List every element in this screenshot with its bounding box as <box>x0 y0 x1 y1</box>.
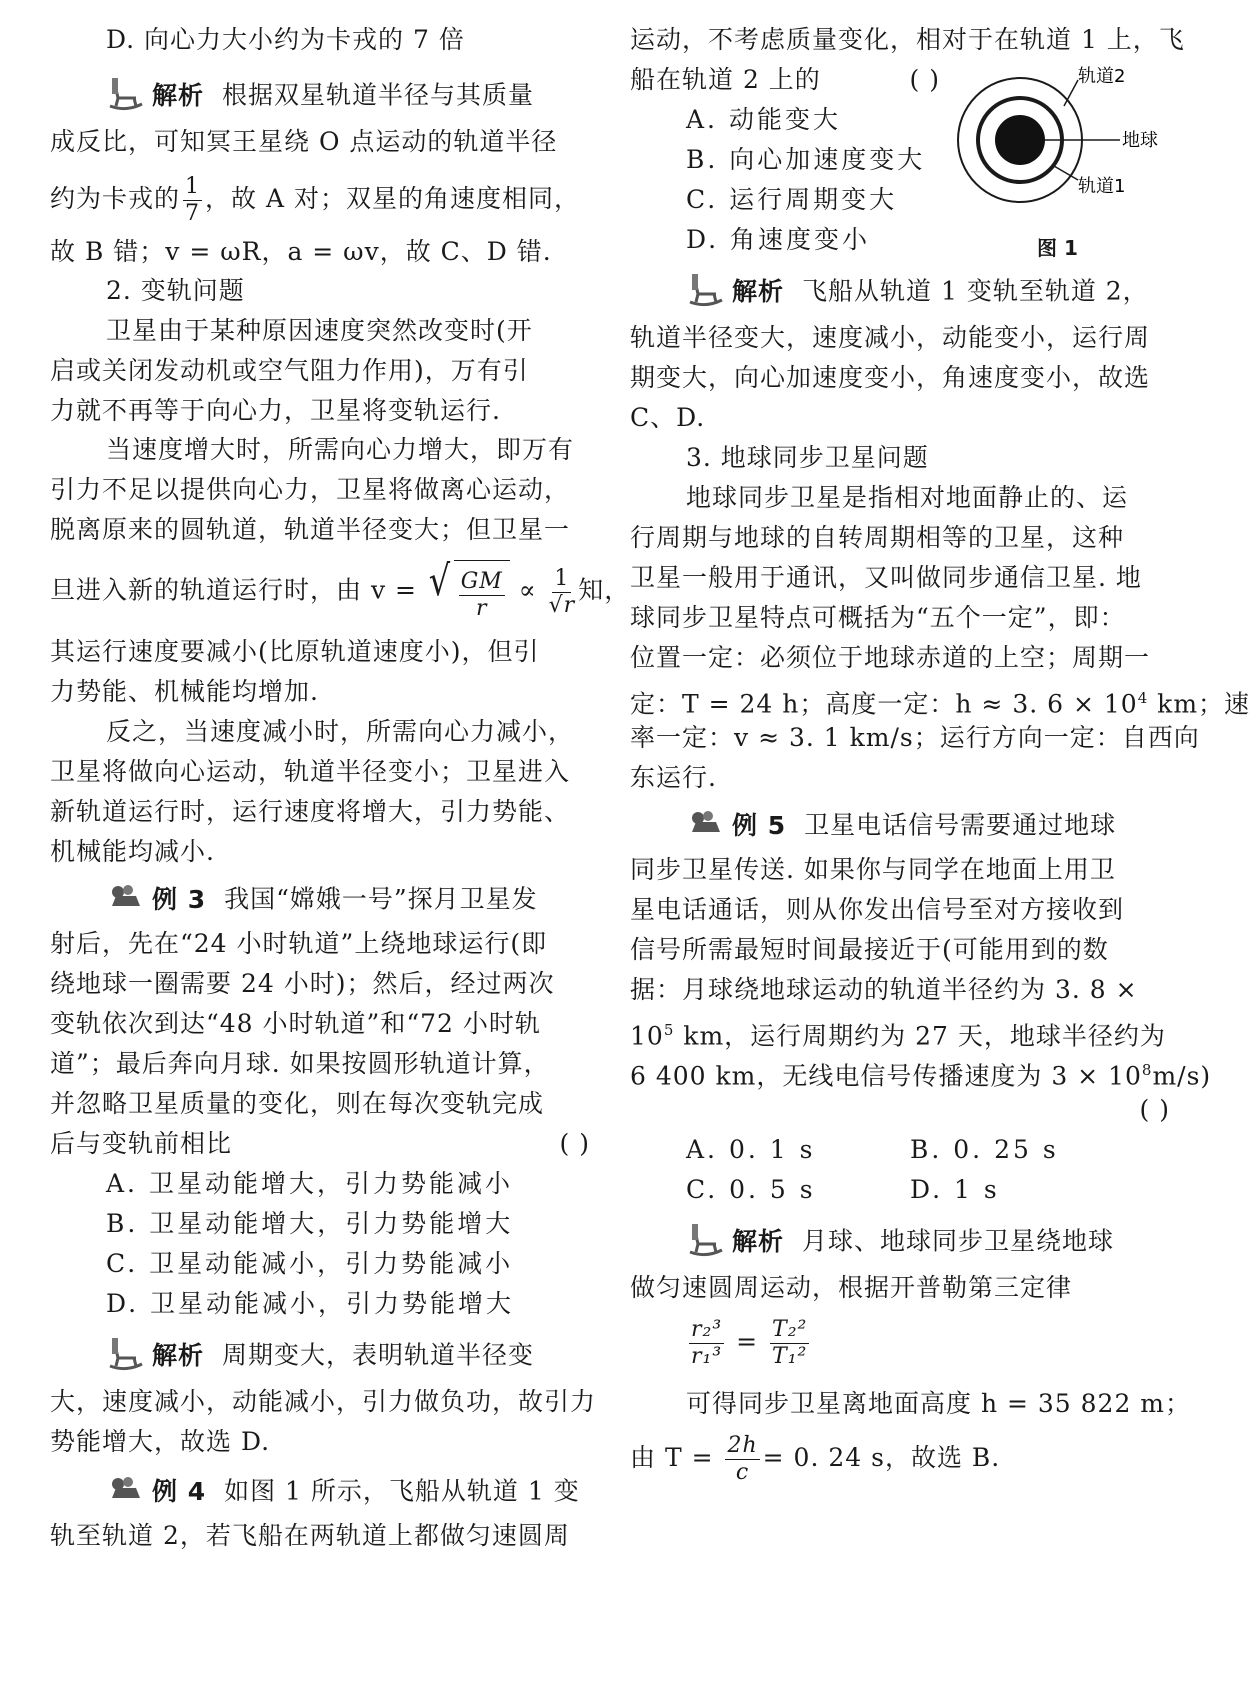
rocking-chair-icon <box>686 272 726 314</box>
text-line: 卫星将做向心运动，轨道半径变小；卫星进入 <box>50 757 571 786</box>
text-span: ，故 A 对；双星的角速度相同， <box>205 184 580 213</box>
text-span: 船在轨道 2 上的 <box>630 65 821 94</box>
text-line: 成反比，可知冥王星绕 O 点运动的轨道半径 <box>50 127 558 156</box>
text-line: C、D. <box>630 403 706 432</box>
text-span: 知， <box>578 575 631 605</box>
fraction <box>548 565 576 618</box>
text-span: 卫星电话信号需要通过地球 <box>804 810 1117 840</box>
text-line: 射后，先在“24 小时轨道”上绕地球运行(即 <box>50 929 548 958</box>
answer-blank: ( ) <box>559 1129 590 1158</box>
text-line: 变轨依次到达“48 小时轨道”和“72 小时轨 <box>50 1009 541 1038</box>
text-line: 地球同步卫星是指相对地面静止的、运 <box>686 483 1129 512</box>
text-line: 故 B 错；v = ωR，a = ωv，故 C、D 错. <box>50 237 552 266</box>
fraction-denominator: r₁³ <box>691 1344 723 1369</box>
text-line: 可得同步卫星离地面高度 h = 35 822 m； <box>686 1389 1192 1418</box>
text-line-formula <box>630 1428 1000 1488</box>
analysis-text: 根据双星轨道半径与其质量 <box>222 80 535 110</box>
fraction-numerator: 1 <box>554 565 570 591</box>
fraction <box>770 1319 809 1368</box>
option-d: D. 1 s <box>910 1175 1000 1204</box>
earth-disc <box>995 115 1045 165</box>
text-line: 力就不再等于向心力，卫星将变轨运行. <box>50 396 501 425</box>
flower-icon <box>106 1474 146 1512</box>
fraction <box>725 1435 759 1484</box>
option-a: A. 卫星动能增大，引力势能减小 <box>106 1169 513 1198</box>
rocking-chair-icon <box>686 1222 726 1264</box>
text-span: 约为卡戎的 <box>50 184 181 213</box>
flower-icon <box>106 882 146 920</box>
fraction <box>183 176 202 225</box>
text-line: 球同步卫星特点可概括为“五个一定”，即： <box>630 603 1126 632</box>
text-line: 绕地球一圈需要 24 小时)；然后，经过两次 <box>50 969 555 998</box>
kepler-formula <box>686 1312 812 1372</box>
text-span: 周期变大，表明轨道半径变 <box>222 1340 535 1370</box>
option-a: A. 动能变大 <box>686 105 841 134</box>
option-b: B. 0. 25 s <box>910 1135 1059 1164</box>
option-d: D. 角速度变小 <box>686 225 871 254</box>
text-line <box>630 682 1250 720</box>
text-span: km；速 <box>1148 689 1250 719</box>
text-line: 率一定：v ≈ 3. 1 km/s；运行方向一定：自西向 <box>630 723 1200 752</box>
text-line: 做匀速圆周运动，根据开普勒第三定律 <box>630 1273 1073 1302</box>
orbit-2-leader <box>1064 80 1078 106</box>
option-c: C. 运行周期变大 <box>686 185 898 214</box>
example-3-header <box>106 882 538 920</box>
text-span: 后与变轨前相比 <box>50 1129 233 1158</box>
text-line: 引力不足以提供向心力，卫星将做离心运动， <box>50 475 571 504</box>
fraction-denominator: r <box>475 596 488 621</box>
option-b: B. 卫星动能增大，引力势能增大 <box>106 1209 514 1238</box>
text-span: 由 T = <box>630 1443 714 1472</box>
example-4-header <box>106 1474 580 1512</box>
orbit-1-label: 轨道1 <box>1078 176 1126 197</box>
text-line: 轨道半径变大，速度减小，动能变小，运行周 <box>630 323 1151 352</box>
exponent: 5 <box>663 1021 675 1039</box>
fraction <box>689 1319 724 1368</box>
text-line: 期变大，向心加速度变小，角速度变小，故选 <box>630 363 1151 392</box>
earth-label: 地球 <box>1122 130 1158 151</box>
example-5-header <box>686 808 1116 846</box>
text-line: 并忽略卫星质量的变化，则在每次变轨完成 <box>50 1089 545 1118</box>
option-d: D. 卫星动能减小，引力势能增大 <box>106 1289 515 1318</box>
fraction <box>459 571 505 620</box>
example-label: 例 5 <box>732 810 787 840</box>
analysis-line <box>686 272 1149 314</box>
text-line: 轨至轨道 2，若飞船在两轨道上都做匀速圆周 <box>50 1521 570 1550</box>
text-line: 启或关闭发动机或空气阻力作用)，万有引 <box>50 356 529 385</box>
text-line: 运动，不考虑质量变化，相对于在轨道 1 上，飞 <box>630 25 1185 54</box>
text-span: km，运行周期约为 27 天，地球半径约为 <box>674 1021 1166 1051</box>
analysis-line <box>106 76 534 118</box>
option-b: B. 向心加速度变大 <box>686 145 926 174</box>
section-title: 3. 地球同步卫星问题 <box>686 443 929 472</box>
text-span: 6 400 km，无线电信号传播速度为 3 × 10 <box>630 1061 1142 1091</box>
figure-caption: 图 1 <box>1037 236 1078 260</box>
text-span: 我国“嫦娥一号”探月卫星发 <box>224 884 538 914</box>
rocking-chair-icon <box>106 1336 146 1378</box>
text-line: 当速度增大时，所需向心力增大，即万有 <box>106 435 575 464</box>
fraction-numerator: r₂³ <box>691 1317 723 1342</box>
option-c: C. 0. 5 s <box>686 1175 816 1204</box>
analysis-line <box>106 1336 534 1378</box>
fraction-numerator: 2h <box>727 1433 758 1458</box>
text-line-fraction <box>50 176 580 225</box>
proportional-symbol: ∝ <box>518 575 537 605</box>
example-label: 例 3 <box>152 884 207 914</box>
exponent: 8 <box>1141 1061 1153 1079</box>
text-line: 同步卫星传送. 如果你与同学在地面上用卫 <box>630 855 1116 884</box>
flower-icon <box>686 808 726 846</box>
text-line: 脱离原来的圆轨道，轨道半径变大；但卫星一 <box>50 515 571 544</box>
rocking-chair-icon <box>106 76 146 118</box>
option-d-prev: D. 向心力大小约为卡戎的 7 倍 <box>106 25 465 54</box>
answer-blank: ( ) <box>1139 1095 1170 1124</box>
text-line <box>630 1014 1166 1052</box>
text-line-formula <box>50 556 631 624</box>
fraction-denominator: c <box>735 1460 750 1485</box>
text-line: 力势能、机械能均增加. <box>50 677 319 706</box>
text-line: 据：月球绕地球运动的轨道半径约为 3. 8 × <box>630 975 1138 1004</box>
text-line: 新轨道运行时，运行速度将增大，引力势能、 <box>50 797 571 826</box>
text-line: 东运行. <box>630 763 717 792</box>
answer-blank: ( ) <box>909 65 940 94</box>
radicand: r <box>563 592 576 618</box>
analysis-line <box>686 1222 1114 1264</box>
analysis-label: 解析 <box>732 1226 785 1256</box>
text-line: 位置一定：必须位于地球赤道的上空；周期一 <box>630 643 1151 672</box>
text-line <box>630 1054 1211 1092</box>
text-line: 道”；最后奔向月球. 如果按圆形轨道计算， <box>50 1049 550 1078</box>
exponent: 4 <box>1137 689 1149 707</box>
orbit-diagram-svg <box>960 58 1180 238</box>
text-line: 其运行速度要减小(比原轨道速度小)，但引 <box>50 637 540 666</box>
text-line: 反之，当速度减小时，所需向心力减小， <box>106 717 575 746</box>
text-line: 行周期与地球的自转周期相等的卫星，这种 <box>630 523 1125 552</box>
text-line: 星电话通话，则从你发出信号至对方接收到 <box>630 895 1125 924</box>
text-span: 飞船从轨道 1 变轨至轨道 2， <box>802 276 1149 306</box>
fraction-numerator: GM <box>460 569 503 594</box>
text-line: 信号所需最短时间最接近于(可能用到的数 <box>630 935 1109 964</box>
fraction-numerator: T₂² <box>772 1317 808 1342</box>
text-span: 月球、地球同步卫星绕地球 <box>802 1226 1115 1256</box>
analysis-label: 解析 <box>152 1340 205 1370</box>
fraction-denominator: T₁² <box>772 1344 808 1369</box>
option-a: A. 0. 1 s <box>686 1135 816 1164</box>
text-span: 定：T = 24 h；高度一定：h ≈ 3. 6 × 10 <box>630 689 1138 719</box>
example-label: 例 4 <box>152 1476 207 1506</box>
analysis-label: 解析 <box>732 276 785 306</box>
option-c: C. 卫星动能减小，引力势能减小 <box>106 1249 514 1278</box>
analysis-label: 解析 <box>152 80 205 110</box>
text-line: 势能增大，故选 D. <box>50 1427 271 1456</box>
fraction-denominator: √r <box>548 592 576 618</box>
text-line <box>630 64 940 96</box>
text-line: 大，速度减小，动能减小，引力做负功，故引力 <box>50 1387 597 1416</box>
text-line: 卫星一般用于通讯，又叫做同步通信卫星. 地 <box>630 563 1142 592</box>
text-span: 10 <box>630 1021 664 1051</box>
square-root: √ $\frac{GM}{r}$ <box>426 560 510 624</box>
text-line: 卫星由于某种原因速度突然改变时(开 <box>106 316 533 345</box>
text-line <box>50 1128 590 1160</box>
section-title: 2. 变轨问题 <box>106 276 245 305</box>
text-span: = 0. 24 s，故选 B. <box>762 1443 1001 1472</box>
orbit-diagram <box>960 58 1180 258</box>
fraction-denominator: 7 <box>185 201 201 226</box>
text-span: 如图 1 所示，飞船从轨道 1 变 <box>224 1476 580 1506</box>
fraction-numerator: 1 <box>185 174 201 199</box>
orbit-2-label: 轨道2 <box>1078 66 1126 87</box>
equals-sign: = <box>736 1327 759 1356</box>
text-line: 机械能均减小. <box>50 837 215 866</box>
text-span: m/s) <box>1152 1061 1212 1091</box>
text-span: 旦进入新的轨道运行时，由 v = <box>50 575 417 605</box>
